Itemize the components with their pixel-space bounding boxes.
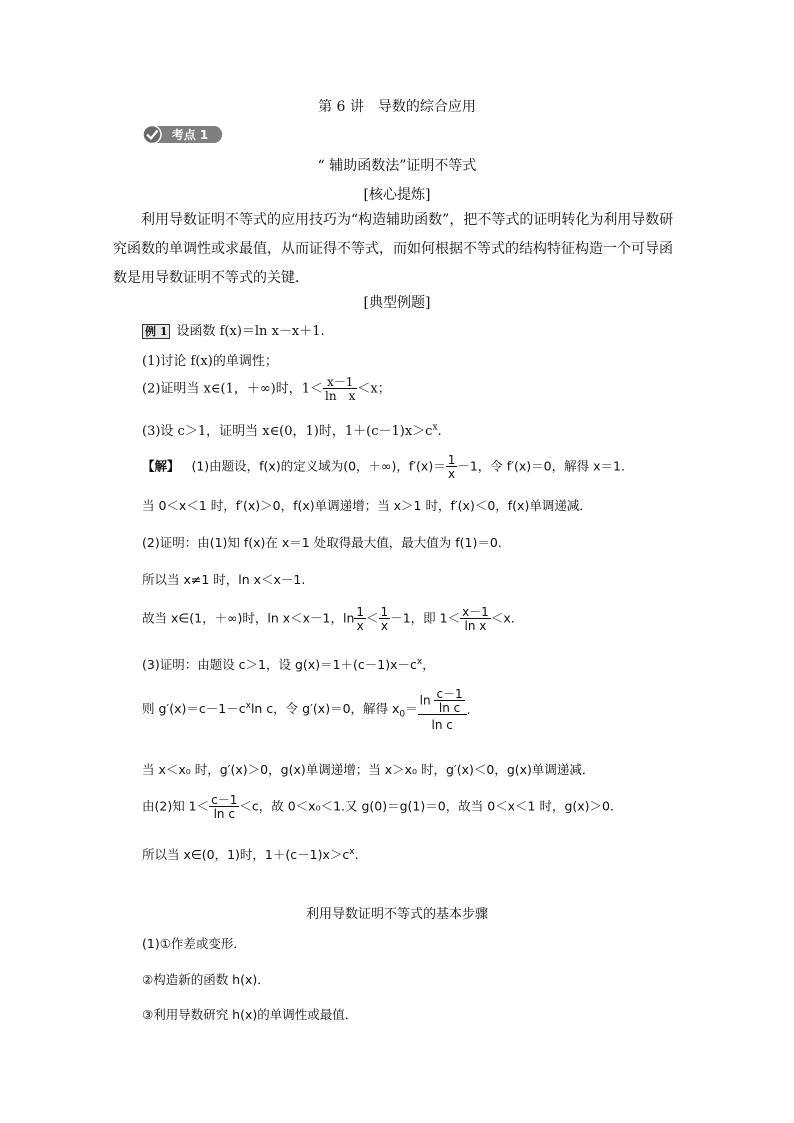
sol-l9-fraction — [209, 794, 239, 820]
sol-l5-b: ＜ — [366, 610, 379, 626]
sol-l7-numerator — [418, 688, 467, 714]
sol-l7-den: ln c — [418, 714, 467, 731]
section-title: “ 辅助函数法”证明不等式 — [317, 158, 477, 174]
sol-l5-f2-den: x — [379, 618, 391, 632]
sol-l5-f2-num: 1 — [380, 605, 389, 619]
q2-prefix: (2)证明当 x∈(1，＋∞)时，1＜ — [142, 381, 324, 397]
sol-l6-text: (3)证明：由题设 c＞1，设 g(x)＝1＋(c－1)x－c — [142, 657, 417, 672]
core-paragraph: 利用导数证明不等式的应用技巧为“构造辅助函数”，把不等式的证明转化为利用导数研究函数的单调性或求最值，从而证得不等式，而如何根据不等式的结构特征构造一个可导函数是用导数证明不等式的关键． — [113, 212, 674, 286]
sol-l5-frac1 — [354, 606, 366, 632]
sol-l5-f3-num: x－1 — [462, 605, 489, 619]
sol-l1-den: x — [446, 466, 458, 480]
solution-tag: 【解】 — [142, 458, 180, 474]
sol-l1-a: (1)由题设，f(x)的定义域为(0，＋∞)，f′(x)＝ — [191, 458, 446, 474]
sol-l9-b: ＜c，故 0＜x₀＜1.又 g(0)＝g(1)＝0，故当 0＜x＜1 时，g(x)＞0. — [239, 798, 614, 814]
solution-line-2: 当 0＜x＜1 时，f′(x)＞0，f(x)单调递增；当 x＞1 时，f′(x)＜0，f(x)单调递减． — [142, 498, 592, 513]
q2-numerator: x－1 — [327, 375, 354, 389]
typical-heading: [典型例题] — [363, 295, 431, 311]
question-2 — [142, 376, 391, 402]
solution-line-3: (2)证明：由(1)知 f(x)在 x＝1 处取得最大值，最大值为 f(1)＝0. — [142, 535, 502, 550]
sol-l7-inner-den: ln c — [434, 700, 464, 714]
sol-l5-f1-num: 1 — [356, 605, 365, 619]
q2-suffix: ＜x； — [357, 381, 391, 397]
core-heading: [核心提炼] — [363, 187, 431, 203]
sol-l7-b: ln c，令 g′(x)＝0，解得 x — [250, 701, 400, 717]
question-3: (3)设 c＞1，证明当 x∈(0，1)时，$1+(c-1)x>c^x$. — [142, 422, 442, 439]
step-2: ②构造新的函数 h(x)． — [142, 972, 270, 987]
sol-l9-den: ln c — [209, 806, 239, 820]
sol-l5-f1-den: x — [354, 618, 366, 632]
sol-l7-c: ＝ — [405, 701, 418, 717]
sol-l9-num: c－1 — [211, 793, 238, 807]
q2-denominator: ln x — [325, 389, 356, 403]
page-title: 第 6 讲 导数的综合应用 — [318, 99, 476, 115]
steps-heading: 利用导数证明不等式的基本步骤 — [305, 907, 488, 922]
example-statement-line — [142, 320, 325, 339]
sol-l7-a: 则 g′(x)＝c－1－c — [142, 701, 246, 717]
sol-l5-c: －1，即 1＜ — [390, 610, 461, 626]
sol-l7-num-ln: ln — [419, 693, 431, 708]
q2-fraction — [323, 376, 357, 402]
sol-l1-num: 1 — [447, 453, 456, 467]
sol-l7-inner-fraction — [434, 688, 464, 714]
sol-l5-frac3 — [460, 606, 491, 632]
example-statement: 设函数 f(x)＝ln x－x＋1. — [176, 324, 325, 339]
solution-line-6: (3)证明：由题设 c＞1，设 $g(x)=1+(c-1)x-c^x$， — [142, 656, 435, 672]
solution-line-9 — [142, 794, 614, 820]
sol-l7-fraction — [418, 688, 467, 731]
sol-l1-b: －1，令 f′(x)＝0，解得 x＝1. — [457, 458, 625, 474]
solution-line-5 — [142, 606, 515, 632]
example-label: 例 1 — [142, 324, 170, 339]
sol-l10-text: 所以当 x∈(0，1)时，1＋(c－1)x＞c — [142, 847, 350, 862]
sol-l5-a: 故当 x∈(1，＋∞)时，ln x＜x－1，ln — [142, 610, 355, 626]
sol-l5-f3-den: ln x — [460, 618, 491, 632]
sol-l7-inner-num: c－1 — [436, 687, 463, 701]
step-1: (1)①作差或变形． — [142, 936, 246, 951]
solution-line-8: 当 x＜x₀ 时，g′(x)＞0，g(x)单调递增；当 x＞x₀ 时，g′(x)＜0，g(x)单调递减． — [142, 762, 595, 777]
sol-l1-fraction — [446, 454, 458, 480]
kaodian-badge — [142, 125, 224, 144]
q3-text: (3)设 c＞1，证明当 x∈(0，1)时，1＋(c－1)x＞c — [142, 424, 433, 439]
question-1: (1)讨论 f(x)的单调性； — [142, 354, 278, 369]
sol-l9-a: 由(2)知 1＜ — [142, 798, 210, 814]
step-3: ③利用导数研究 h(x)的单调性或最值． — [142, 1007, 358, 1022]
solution-line-7: 则 $g'(x)=c-1-c^x\ln$ c，令 g′(x)＝0，解得 $x_0=$ ln $\frac{c-1}{\text{ln c}}$ ln c . — [142, 687, 471, 732]
sol-l5-d: ＜x. — [490, 610, 515, 626]
solution-line-10: 所以当 x∈(0，1)时，$1+(c-1)x>c^x$. — [142, 846, 359, 862]
badge-label: 考点 1 — [171, 128, 209, 142]
solution-line-1 — [142, 454, 625, 480]
solution-line-4: 所以当 x≠1 时，ln x＜x－1. — [142, 572, 306, 587]
sol-l5-frac2 — [379, 606, 391, 632]
